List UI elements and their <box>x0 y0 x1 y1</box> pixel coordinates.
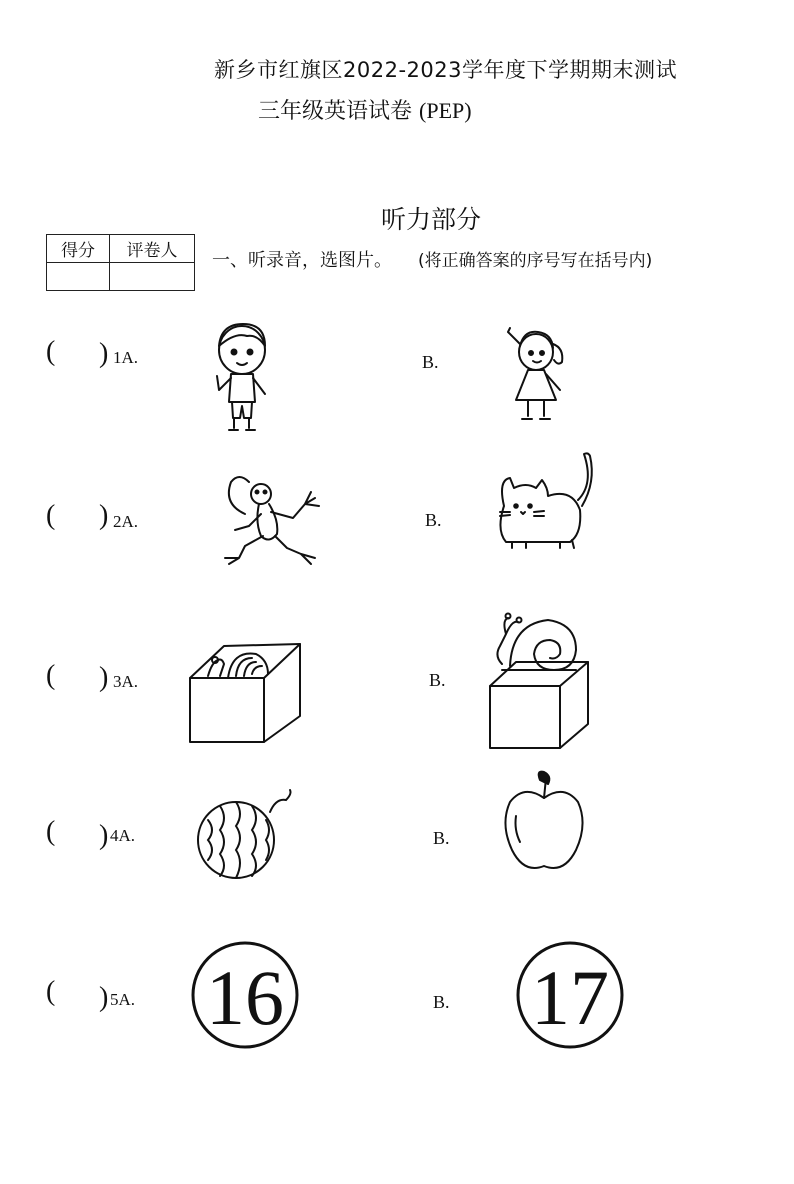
answer-bracket-close: ) <box>99 820 109 851</box>
score-cell[interactable] <box>47 263 110 291</box>
snail-on-box-icon[interactable] <box>488 610 593 752</box>
option-a-label: 5A. <box>110 990 136 1009</box>
answer-bracket-open[interactable]: ( <box>46 500 56 531</box>
option-b-label: B. <box>422 352 439 372</box>
circled-number-icon[interactable] <box>190 940 300 1050</box>
option-b-label: B. <box>433 828 450 848</box>
option-b-label: B. <box>425 510 442 530</box>
watermelon-icon[interactable] <box>196 790 296 882</box>
boy-icon[interactable] <box>205 318 280 433</box>
instruction-text: 一、听录音，选图片。 <box>212 250 392 271</box>
option-a-label: 2A. <box>113 512 139 531</box>
option-a-label: 3A. <box>113 672 139 691</box>
grader-header: 评卷人 <box>110 235 195 263</box>
girl-icon[interactable] <box>500 326 570 428</box>
monkey-icon[interactable] <box>215 474 325 569</box>
section-title: 听力部分 <box>381 205 482 234</box>
answer-bracket-open[interactable]: ( <box>46 336 56 367</box>
option-b-label: B. <box>429 670 446 690</box>
instruction-hint: (将正确答案的序号写在括号内) <box>418 251 653 271</box>
exam-subtitle <box>258 94 472 125</box>
answer-bracket-close: ) <box>99 338 109 369</box>
circled-number-text: 16 <box>206 954 284 1041</box>
apple-icon[interactable] <box>502 770 592 876</box>
instruction <box>212 246 652 272</box>
answer-bracket-open[interactable]: ( <box>46 816 56 847</box>
watermelon-in-box-icon[interactable] <box>188 638 303 744</box>
grader-cell[interactable] <box>110 263 195 291</box>
circled-number-icon[interactable] <box>515 940 625 1050</box>
circled-number-text: 17 <box>531 954 609 1041</box>
answer-bracket-close: ) <box>99 982 109 1013</box>
answer-bracket-open[interactable]: ( <box>46 660 56 691</box>
score-header: 得分 <box>47 235 110 263</box>
answer-bracket-close: ) <box>99 500 109 531</box>
option-a-label: 1A. <box>113 348 139 367</box>
option-a-label: 4A. <box>110 826 136 845</box>
cat-icon[interactable] <box>490 450 600 554</box>
exam-title: 新乡市红旗区2022-2023学年度下学期期末测试 <box>214 58 677 82</box>
subtitle-text: 三年级英语试卷 <box>258 99 413 124</box>
option-b-label: B. <box>433 992 450 1012</box>
score-table <box>46 234 195 291</box>
answer-bracket-close: ) <box>99 662 109 693</box>
answer-bracket-open[interactable]: ( <box>46 976 56 1007</box>
subtitle-edition: (PEP) <box>419 98 472 123</box>
